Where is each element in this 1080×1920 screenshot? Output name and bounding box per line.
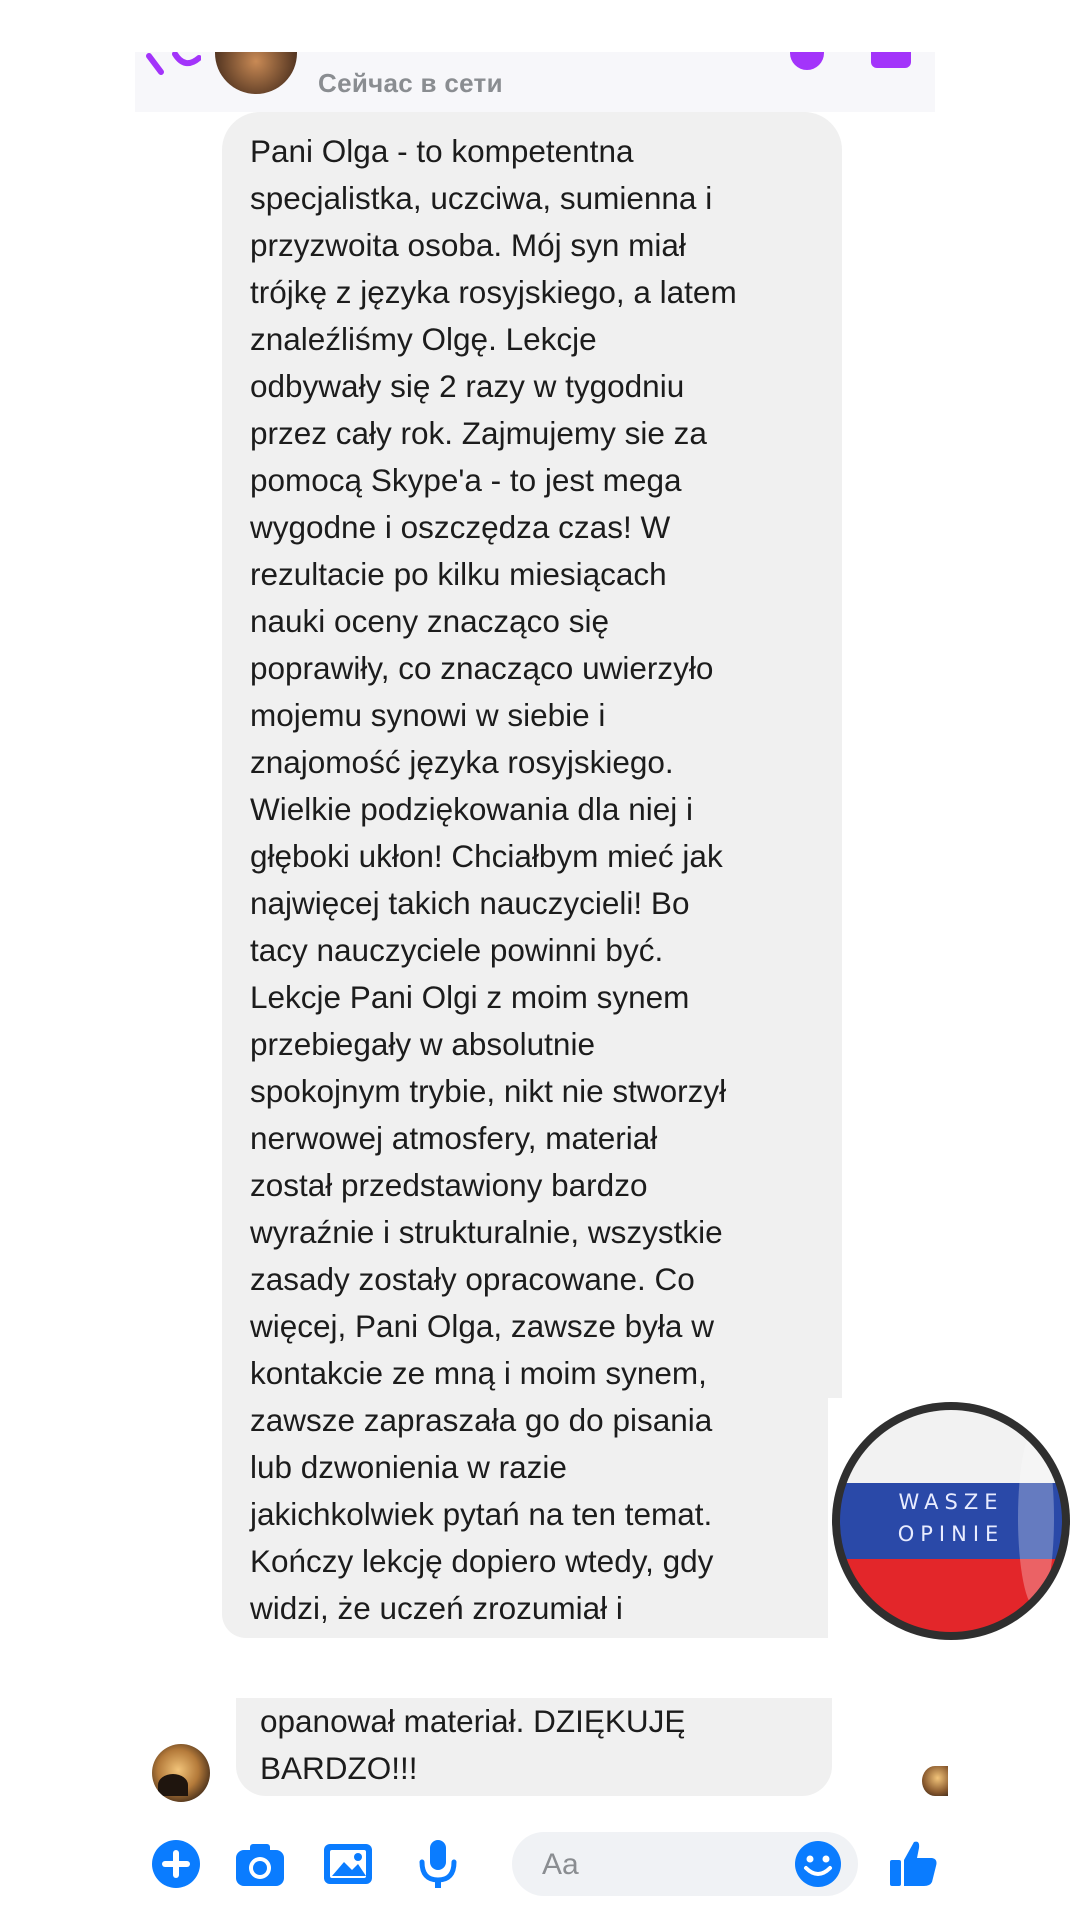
message-line: znajomość języka rosyjskiego. — [250, 744, 674, 780]
message-line: opanował materiał. DZIĘKUJĘ — [260, 1703, 686, 1739]
message-composer — [140, 1830, 950, 1900]
message-line: głęboki ukłon! Chciałbym mieć jak — [250, 838, 723, 874]
message-input-placeholder: Aa — [542, 1848, 579, 1881]
message-line: przebiegały w absolutnie — [250, 1026, 595, 1062]
wasze-opinie-badge — [832, 1402, 1070, 1640]
message-line: Kończy lekcję dopiero wtedy, gdy — [250, 1543, 714, 1579]
message-line: mojemu synowi w siebie i — [250, 697, 606, 733]
message-bubble[interactable] — [222, 112, 842, 1638]
online-status: Сейчас в сети — [318, 68, 503, 98]
message-line: znaleźliśmy Olgę. Lekcje — [250, 321, 597, 357]
message-line: Pani Olga - to kompetentna — [250, 133, 634, 169]
sender-avatar[interactable] — [152, 1744, 210, 1802]
message-line: zawsze zapraszała go do pisania — [250, 1402, 713, 1438]
message-line: rezultacie po kilku miesiącach — [250, 556, 667, 592]
message-line: nerwowej atmosfery, materiał — [250, 1120, 658, 1156]
badge-line-2: OPINIE — [897, 1522, 1005, 1546]
message-line: zasady zostały opracowane. Co — [250, 1261, 695, 1297]
badge-flag — [840, 1410, 1062, 1632]
plus-circle-icon[interactable] — [150, 1838, 202, 1890]
message-line: pomocą Skype'a - to jest mega — [250, 462, 682, 498]
message-line: najwięcej takich nauczycieli! Bo — [250, 885, 690, 921]
message-line: wygodne i oszczędza czas! W — [250, 509, 671, 545]
call-icon[interactable] — [790, 52, 824, 70]
message-line: nauki oceny znacząco się — [250, 603, 609, 639]
message-line: tacy nauczyciele powinni być. — [250, 932, 664, 968]
image-icon[interactable] — [322, 1838, 374, 1890]
camera-icon[interactable] — [234, 1838, 286, 1890]
message-line: trójkę z języka rosyjskiego, a latem — [250, 274, 737, 310]
message-line: widzi, że uczeń zrozumiał i — [250, 1590, 623, 1626]
message-line: jakichkolwiek pytań na ten temat. — [250, 1496, 713, 1532]
message-line: przyzwoita osoba. Mój syn miał — [250, 227, 686, 263]
message-line: przez cały rok. Zajmujemy sie za — [250, 415, 707, 451]
message-line: odbywały się 2 razy w tygodniu — [250, 368, 685, 404]
chat-header — [135, 52, 935, 112]
message-line: poprawiły, co znacząco uwierzyło — [250, 650, 714, 686]
emoji-icon[interactable] — [792, 1838, 844, 1890]
back-arrow-icon[interactable] — [141, 52, 201, 80]
video-call-icon[interactable] — [871, 52, 911, 68]
message-bubble-continuation[interactable] — [236, 1698, 832, 1796]
thumbs-up-icon[interactable] — [888, 1838, 940, 1890]
message-line: spokojnym trybie, nikt nie stworzył — [250, 1073, 727, 1109]
message-text — [250, 128, 830, 1632]
contact-avatar[interactable] — [215, 52, 297, 94]
badge-line-1: WASZE — [898, 1490, 1004, 1514]
message-line: Lekcje Pani Olgi z moim synem — [250, 979, 690, 1015]
message-line: lub dzwonienia w razie — [250, 1449, 567, 1485]
message-line: specjalistka, uczciwa, sumienna i — [250, 180, 713, 216]
message-line: BARDZO!!! — [260, 1750, 418, 1786]
message-line: Wielkie podziękowania dla niej i — [250, 791, 693, 827]
message-line: więcej, Pani Olga, zawsze była w — [250, 1308, 714, 1344]
microphone-icon[interactable] — [412, 1838, 464, 1890]
read-receipt-avatar — [922, 1766, 948, 1796]
badge-shine — [1018, 1428, 1054, 1608]
message-line: wyraźnie i strukturalnie, wszystkie — [250, 1214, 723, 1250]
message-line: został przedstawiony bardzo — [250, 1167, 648, 1203]
message-text-continuation — [260, 1698, 685, 1792]
message-line: kontakcie ze mną i moim synem, — [250, 1355, 707, 1391]
